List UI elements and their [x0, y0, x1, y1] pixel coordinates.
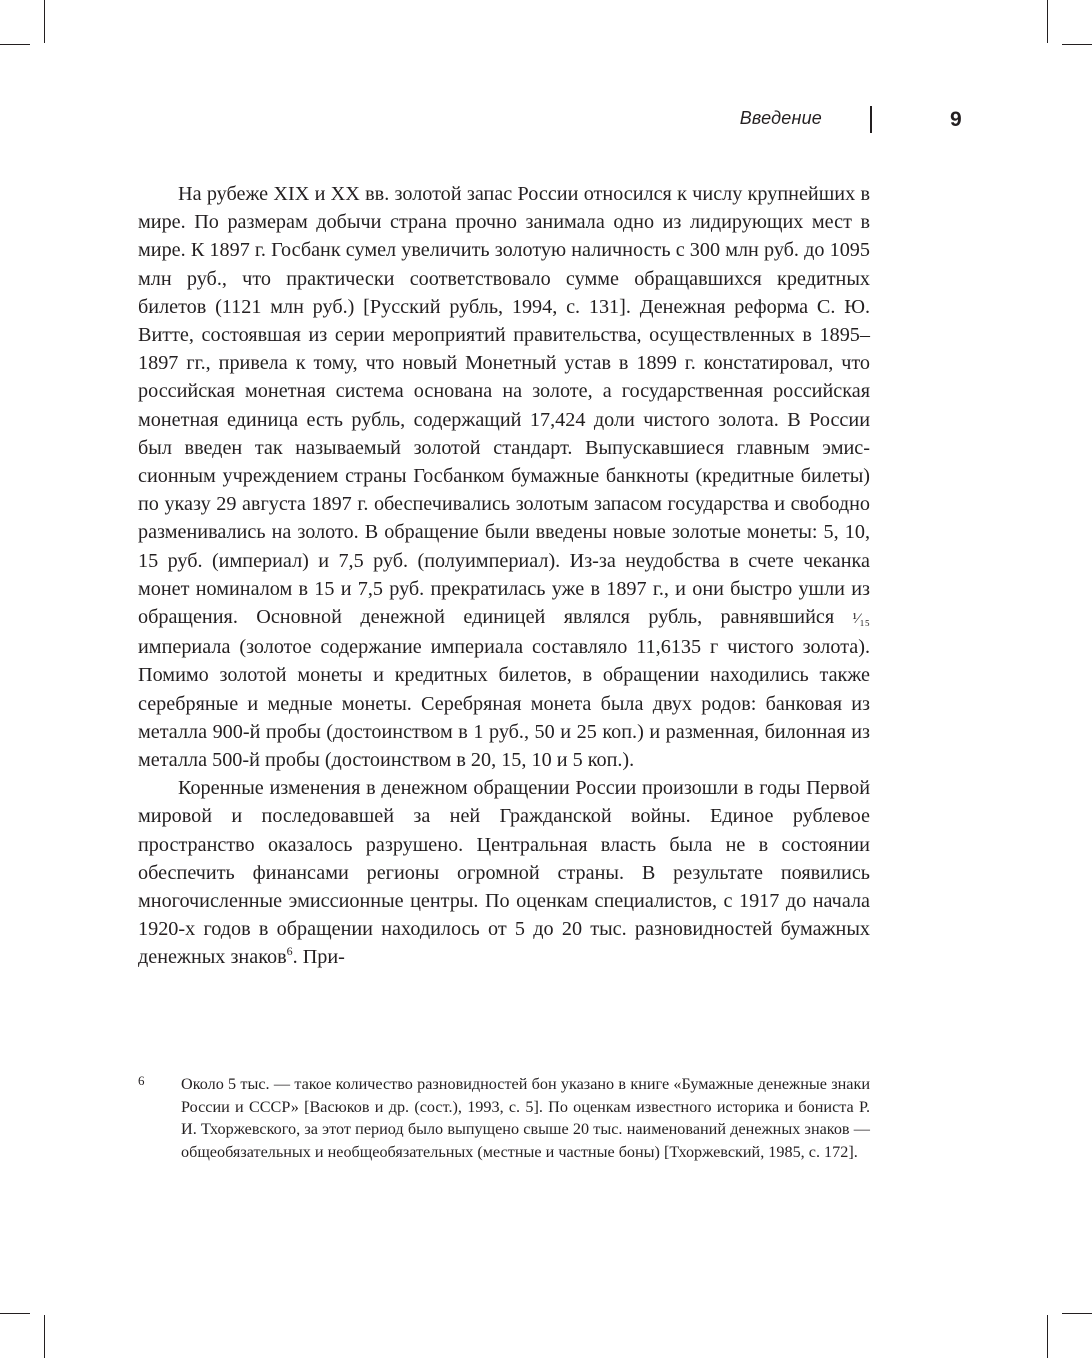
paragraph-text: Коренные изменения в денежном обращении России произошли в годы Первой мировой и последовавшей за ней Гражданской войны. Единое рублевое пространство оказалось разрушено. Центральная власть была не в состоянии обеспечить финансами регионы огромной страны. В результате появились многочисленные эмиссионные центры. По оценкам специалистов, с 1917 до начала 1920-х годов в обращении находилось от 5 до 20 тыс. разновидностей бумажных денежных знаков	[138, 777, 870, 969]
footnote-reference[interactable]: 6	[286, 944, 293, 959]
crop-mark	[1047, 0, 1048, 43]
footnote-number: 6	[138, 1073, 145, 1088]
paragraph	[138, 774, 870, 971]
fraction: ¹⁄₁₅	[852, 611, 871, 628]
paragraph-text: империала (золотое содержание империала составляло 11,6135 г чистого золота). Помимо золотой монеты и кредитных билетов, в обращении находились также серебряные и медные монеты. Серебряная монета была двух родов: банковая из металла 900-й пробы (достоинством в 1 руб., 50 и 25 коп.) и разменная, билонная из металла 500-й пробы (достоинством в 20, 15, 10 и 5 коп.).	[138, 636, 870, 772]
main-text	[138, 180, 870, 972]
section-title: Введение	[739, 108, 822, 128]
page-number: 9	[950, 108, 962, 131]
crop-mark	[1062, 1313, 1092, 1314]
crop-mark	[1062, 44, 1092, 45]
footnote-text: Около 5 тыс. — такое количество разновидностей бон указано в книге «Бумажные денежные знаки России и СССР» [Васюков и др. (сост.), 1993, с. 5]. По оценкам известного историка и бониста Р. И. Тхоржевского, за этот период было выпущено свыше 20 тыс. наименований денежных знаков — общеобязательных и необщеобязательных (местные и частные боны) [Тхоржевский, 1985, с. 172].	[181, 1075, 870, 1161]
crop-mark	[44, 0, 45, 43]
header-divider	[870, 106, 872, 133]
running-head	[600, 106, 980, 136]
crop-mark	[44, 1315, 45, 1358]
crop-mark	[0, 44, 30, 45]
footnote	[138, 1073, 870, 1163]
paragraph-text: На рубеже XIX и XX вв. золотой запас России относился к числу крупнейших в мире. По размерам добычи страна прочно занимала одно из лидирующих мест в мире. К 1897 г. Госбанк сумел увеличить золотую наличность с 300 млн руб. до 1095 млн руб., что практически соответствовало сумме обращавшихся кредитных билетов (1121 млн руб.) [Русский рубль, 1994, с. 131]. Денежная реформа С. Ю. Витте, состоявшая из серии мероприятий правительства, осуществленных в 1895–1897 гг., привела к тому, что новый Монетный устав в 1899 г. констатировал, что российская монетная система основана на золоте, а государственная российская монетная единица есть рубль, содержащий 17,424 доли чистого золота. В России был введен так называемый золотой стандарт. Выпускавшиеся главным эмиссионным учреждением страны Госбанком бумажные банкноты (кредитные билеты) по указу 29 августа 1897 г. обеспечивались золотым запасом государства и свободно разменивались на золото. В обращение были введены новые золотые монеты: 5, 10, 15 руб. (империал) и 7,5 руб. (полуимпериал). Из-за неудобства в счете чеканка монет номиналом в 15 и 7,5 руб. прекратилась уже в 1897 г., и они быстро ушли из обращения. Основной денежной единицей являлся рубль, равнявшийся	[138, 183, 870, 629]
crop-mark	[1047, 1315, 1048, 1358]
crop-mark	[0, 1313, 30, 1314]
paragraph	[138, 180, 870, 774]
paragraph-text: . При-	[292, 946, 345, 969]
